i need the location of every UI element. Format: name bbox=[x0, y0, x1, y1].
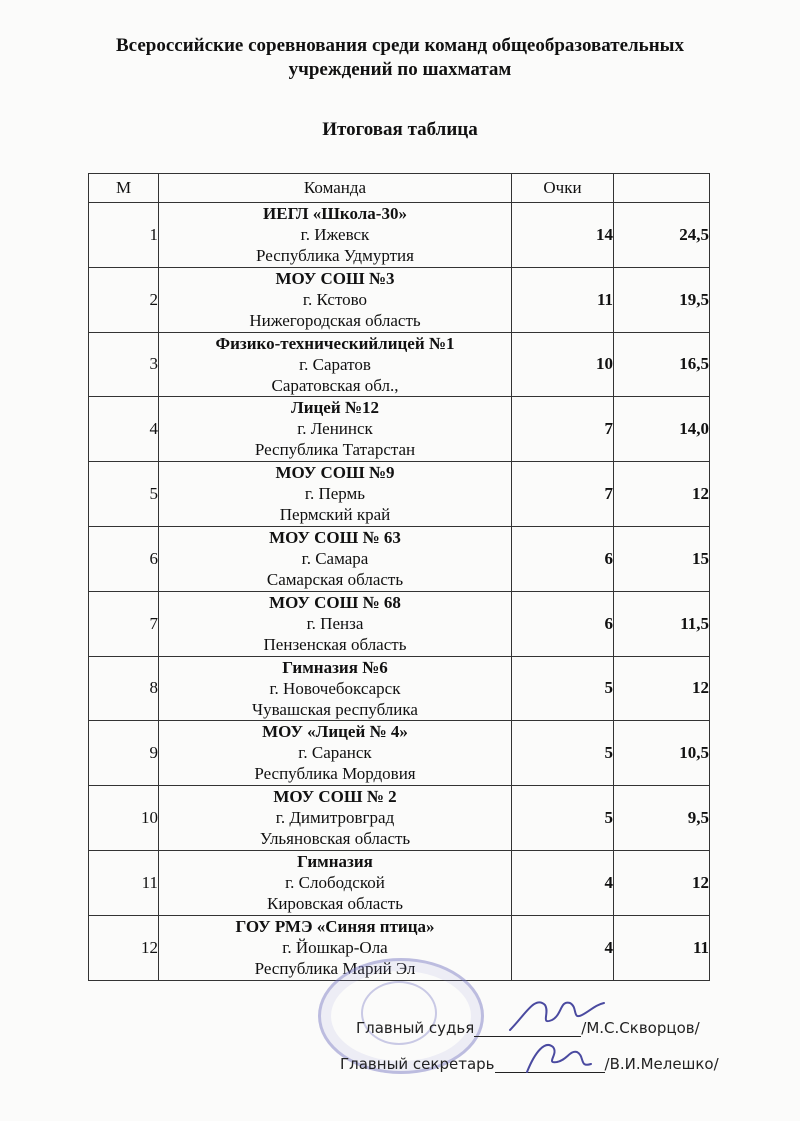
team-name: Гимназия №6 bbox=[282, 657, 388, 677]
team-name: МОУ СОШ №3 bbox=[275, 268, 395, 288]
team-city: г. Пермь bbox=[304, 484, 366, 504]
team-name: ГОУ РМЭ «Синяя птица» bbox=[235, 916, 435, 936]
cell-place: 5 bbox=[89, 462, 159, 527]
team-region: Саратовская обл., bbox=[271, 375, 399, 395]
header-team: Команда bbox=[159, 174, 512, 203]
team-region: Республика Марий Эл bbox=[254, 958, 416, 978]
cell-coefficient: 16,5 bbox=[614, 332, 710, 397]
cell-points: 6 bbox=[512, 591, 614, 656]
cell-team bbox=[159, 915, 512, 980]
cell-place: 4 bbox=[89, 397, 159, 462]
cell-points: 11 bbox=[512, 267, 614, 332]
cell-place: 9 bbox=[89, 721, 159, 786]
table-row bbox=[89, 591, 710, 656]
cell-points: 14 bbox=[512, 203, 614, 268]
cell-team bbox=[159, 462, 512, 527]
team-city: г. Новочебоксарск bbox=[269, 678, 401, 698]
chief-secretary-name: /В.И.Мелешко/ bbox=[604, 1055, 719, 1073]
table-row bbox=[89, 850, 710, 915]
team-region: Самарская область bbox=[266, 569, 404, 589]
team-city: г. Слободской bbox=[285, 872, 385, 892]
team-name: МОУ «Лицей № 4» bbox=[262, 722, 408, 742]
cell-place: 12 bbox=[89, 915, 159, 980]
team-city: г. Пенза bbox=[306, 613, 364, 633]
table-row bbox=[89, 397, 710, 462]
cell-team bbox=[159, 332, 512, 397]
table-row bbox=[89, 462, 710, 527]
table-row bbox=[89, 656, 710, 721]
cell-place: 11 bbox=[89, 850, 159, 915]
header-extra bbox=[614, 174, 710, 203]
cell-coefficient: 14,0 bbox=[614, 397, 710, 462]
cell-place: 6 bbox=[89, 526, 159, 591]
cell-points: 7 bbox=[512, 462, 614, 527]
cell-team bbox=[159, 591, 512, 656]
team-city: г. Саратов bbox=[299, 354, 371, 374]
cell-points: 5 bbox=[512, 786, 614, 851]
cell-coefficient: 11 bbox=[614, 915, 710, 980]
team-name: МОУ СОШ №9 bbox=[275, 463, 395, 483]
team-name: МОУ СОШ № 2 bbox=[273, 787, 397, 807]
cell-place: 3 bbox=[89, 332, 159, 397]
team-region: Республика Удмуртия bbox=[256, 246, 414, 265]
team-region: Ульяновская область bbox=[259, 829, 411, 849]
cell-coefficient: 12 bbox=[614, 850, 710, 915]
table-row bbox=[89, 203, 710, 268]
cell-place: 7 bbox=[89, 591, 159, 656]
team-region: Республика Мордовия bbox=[254, 764, 416, 784]
cell-place: 1 bbox=[89, 203, 159, 268]
cell-points: 5 bbox=[512, 721, 614, 786]
chief-secretary-handwritten-signature bbox=[515, 1032, 605, 1082]
team-city: г. Ижевск bbox=[300, 225, 370, 244]
cell-points: 10 bbox=[512, 332, 614, 397]
table-subtitle: Итоговая таблица bbox=[322, 119, 478, 140]
results-table bbox=[88, 173, 710, 981]
cell-coefficient: 10,5 bbox=[614, 721, 710, 786]
table-row bbox=[89, 332, 710, 397]
team-name: Лицей №12 bbox=[291, 398, 379, 418]
cell-coefficient: 9,5 bbox=[614, 786, 710, 851]
team-city: г. Кстово bbox=[302, 289, 368, 309]
cell-place: 10 bbox=[89, 786, 159, 851]
table-row bbox=[89, 526, 710, 591]
cell-coefficient: 12 bbox=[614, 462, 710, 527]
cell-points: 4 bbox=[512, 850, 614, 915]
chief-judge-label: Главный судья bbox=[356, 1019, 475, 1037]
cell-points: 5 bbox=[512, 656, 614, 721]
cell-place: 2 bbox=[89, 267, 159, 332]
cell-team bbox=[159, 203, 512, 268]
cell-team bbox=[159, 267, 512, 332]
cell-place: 8 bbox=[89, 656, 159, 721]
table-body bbox=[89, 203, 710, 981]
cell-points: 7 bbox=[512, 397, 614, 462]
table-row bbox=[89, 267, 710, 332]
cell-team bbox=[159, 850, 512, 915]
cell-coefficient: 15 bbox=[614, 526, 710, 591]
team-city: г. Саранск bbox=[298, 743, 372, 763]
chief-judge-name: /М.С.Скворцов/ bbox=[581, 1019, 700, 1037]
team-name: ИЕГЛ «Школа-30» bbox=[263, 204, 407, 223]
table-header-row bbox=[89, 174, 710, 203]
cell-coefficient: 19,5 bbox=[614, 267, 710, 332]
cell-coefficient: 24,5 bbox=[614, 203, 710, 268]
cell-coefficient: 12 bbox=[614, 656, 710, 721]
header-points: Очки bbox=[512, 174, 614, 203]
team-city: г. Йошкар-Ола bbox=[282, 937, 388, 957]
team-name: МОУ СОШ № 68 bbox=[269, 592, 401, 612]
cell-coefficient: 11,5 bbox=[614, 591, 710, 656]
team-name: МОУ СОШ № 63 bbox=[269, 527, 401, 547]
team-name: Гимназия bbox=[297, 851, 373, 871]
table-row bbox=[89, 721, 710, 786]
team-city: г. Ленинск bbox=[297, 419, 373, 439]
team-city: г. Самара bbox=[301, 548, 369, 568]
team-region: Республика Татарстан bbox=[254, 440, 416, 460]
cell-team bbox=[159, 397, 512, 462]
cell-team bbox=[159, 526, 512, 591]
team-city: г. Димитровград bbox=[275, 808, 395, 828]
team-region: Чувашская республика bbox=[252, 699, 418, 719]
cell-team bbox=[159, 656, 512, 721]
cell-team bbox=[159, 721, 512, 786]
cell-team bbox=[159, 786, 512, 851]
team-region: Нижегородская область bbox=[249, 310, 421, 330]
team-region: Пермский край bbox=[279, 505, 391, 525]
cell-points: 4 bbox=[512, 915, 614, 980]
cell-points: 6 bbox=[512, 526, 614, 591]
document-title bbox=[0, 34, 800, 82]
header-place: М bbox=[89, 174, 159, 203]
title-line-1: Всероссийские соревнования среди команд общеобразовательных bbox=[115, 35, 685, 56]
table-row bbox=[89, 786, 710, 851]
chief-secretary-label: Главный секретарь bbox=[340, 1055, 495, 1073]
team-region: Кировская область bbox=[266, 893, 403, 913]
title-line-2: учреждений по шахматам bbox=[288, 59, 512, 80]
team-name: Физико-техническийлицей №1 bbox=[215, 333, 455, 353]
team-region: Пензенская область bbox=[263, 634, 407, 654]
